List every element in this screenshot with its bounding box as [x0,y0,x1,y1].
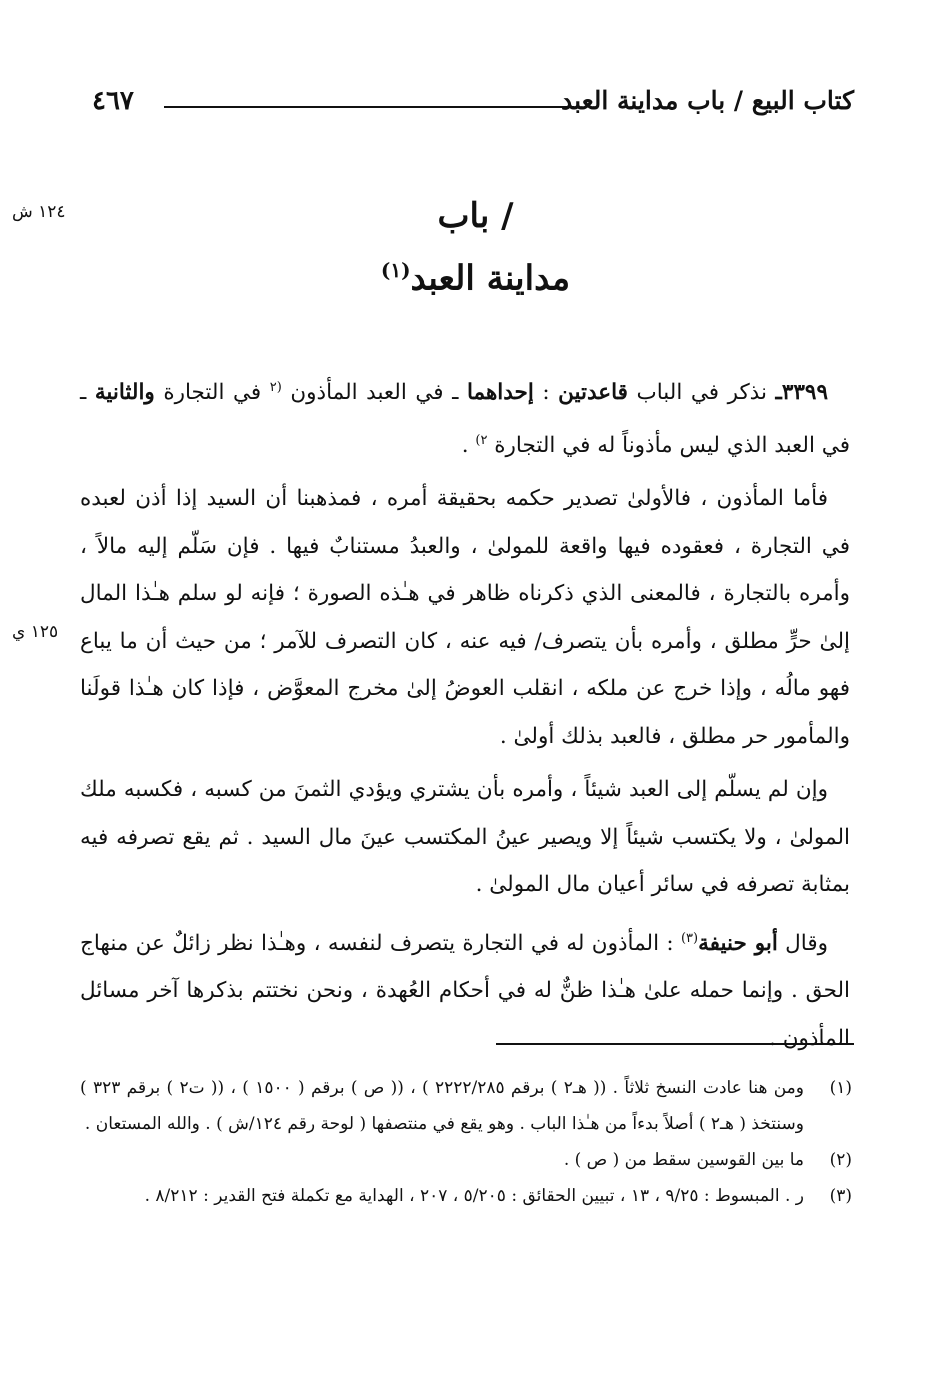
footnote-ref: ٢) [475,432,488,448]
footnote-number: (٢) [829,1150,852,1170]
footnote-3 [80,1178,852,1214]
footnote-text: ر . المبسوط : ٩/٢٥ ، ١٣ ، تبيين الحقائق : ٥/٢٠٥ ، ٢٠٧ ، الهداية مع تكملة فتح القدير : ٨/٢١٢ . [144,1186,804,1206]
footnote-2 [80,1142,852,1178]
bold-term: والثانية [94,380,155,406]
margin-note-folio-125: ١٢٥ ي [12,622,59,642]
text-run: : المأذون له في التجارة يتصرف لنفسه ، وهـٰذا نظر زائلٌ عن منهاج الحق . وإنما حمله علىٰ هـٰذا ظنٌّ له في أحكام العُهدة ، ونحن نختتم بذكرها آخر مسائل المأذون . [80,930,850,1051]
main-text [80,364,850,1068]
chapter-label: / باب [437,196,514,236]
bold-term: أبو حنيفة [698,930,778,956]
running-header [92,86,854,126]
text-run: ـ في العبد المأذون [281,380,467,406]
footnote-number: (٣) [829,1186,852,1206]
chapter-title [180,242,771,306]
text-run: نذكر في الباب [627,380,776,406]
footnote-ref: (٣) [680,930,699,946]
footnote-ref: (٢ [269,380,282,395]
paragraph-kasb: وإن لم يسلّم إلى العبد شيئاً ، وأمره بأن يشتري ويؤدي الثمنَ من كسبه ، فكسبه ملك المولىٰ ، ولا يكتسب شيئاً إلا ويصير عينُ المكتسب عينَ مال السيد . ثم يقع تصرفه فيه بمثابة تصرفه في سائر أعيان مال المولىٰ . [80,777,850,898]
paragraph-number: ٣٣٩٩ـ [775,380,829,406]
footnote-text: ما بين القوسين سقط من ( ص ) . [563,1150,804,1170]
running-title: كتاب البيع / باب مداينة العبد [561,86,854,115]
footnotes [80,1070,852,1214]
chapter-title-text: مداينة العبد [410,258,571,299]
text-run: : [533,380,559,406]
footnote-1 [80,1070,852,1142]
text-run: في التجارة [154,380,270,406]
paragraph-abu-hanifa [80,915,850,1063]
footnote-text: ومن هنا عادت النسخ ثلاثاً . (( هـ٢ ) برقم ٢٢٢٢/٢٨٥ ) ، (( ص ) برقم ( ١٥٠٠ ) ، (( ت٢ ) برقم ٣٢٣ ) وسنتخذ ( هـ٢ ) أصلاً بدءاً من هـٰذا الباب . وهو يقع في منتصفها ( لوحة رقم ١٢٤/ش ) . والله المستعان . [80,1078,804,1134]
footnote-number: (١) [829,1078,852,1098]
text-run: ـ في العبد الذي ليس مأذوناً له في التجارة [80,380,850,458]
bold-term: قاعدتين [558,380,628,406]
footnote-separator [496,1043,854,1045]
chapter-title-footnote-ref: (١) [380,258,411,282]
paragraph-mazoun: فأما المأذون ، فالأولىٰ تصدير حكمه بحقيقة أمره ، فمذهبنا أن السيد إذا أذن لعبده في التجارة ، فعقوده فيها واقعة للمولىٰ ، والعبدُ مستنابٌ فيها . فإن سَلّم إليه مالاً ، وأمره بالتجارة ، فالمعنى الذي ذكرناه ظاهر في هـٰذه الصورة ؛ فإنه لو سلم هـٰذا المال إلىٰ حرٍّ مطلق ، وأمره بأن يتصرف/ فيه عنه ، كان التصرف للآمر ؛ من حيث أن ما يباع فهو مالُه ، وإذا خرج عن ملكه ، انقلب العوضُ إلىٰ مخرج المعوَّض ، فإذا كان هـٰذا قولَنا والمأمور حر مطلق ، فالعبد بذلك أولىٰ . [80,486,850,749]
margin-note-folio-124: ١٢٤ ش [12,202,66,222]
bold-term: إحداهما [466,380,534,406]
page-number: ٤٦٧ [92,86,134,116]
text-run: وقال [777,930,829,956]
paragraph-3399 [80,364,850,469]
text-run: . [461,432,476,458]
header-rule [164,106,574,108]
chapter-heading [180,190,771,306]
